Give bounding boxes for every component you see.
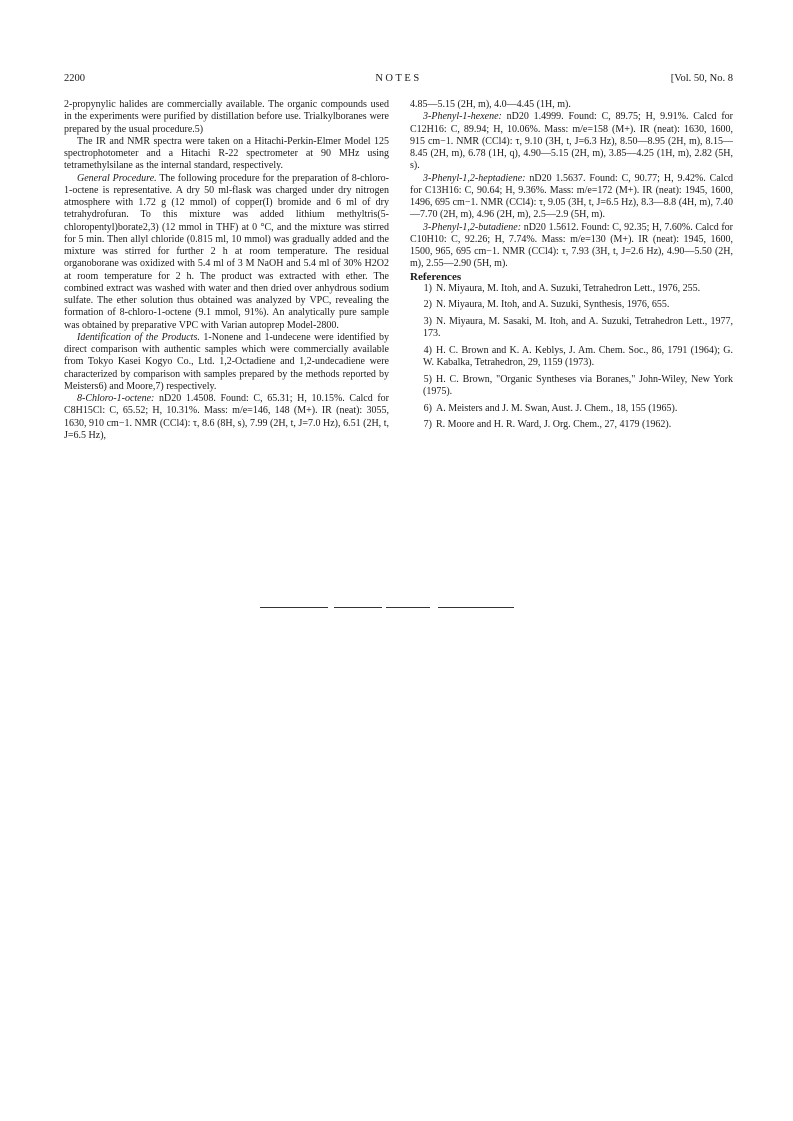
end-rule	[334, 607, 382, 608]
phenylhexene-text: nD20 1.4999. Found: C, 89.75; H, 9.91%. Calcd for C12H16: C, 89.94; H, 10.06%. Mass: m/e=158 (M+). IR (neat): 1630, 1600, 915 cm−1. NMR (CCl4): τ, 9.10 (3H, t, J=6.3 Hz), 8.50—8.95 (2H, m), 8.15—8.45 (2H, m), 6.78 (1H, q), 4.90—5.15 (2H, m), 3.85—4.25 (1H, m), 2.82 (5H, s).	[410, 111, 734, 172]
left-column	[64, 99, 389, 442]
phenylheptadiene-paragraph	[410, 173, 733, 222]
reference-text: N. Miyaura, M. Itoh, and A. Suzuki, Tetrahedron Lett., 1976, 255.	[436, 282, 701, 294]
reference-item	[410, 419, 733, 432]
identification-paragraph	[64, 332, 389, 393]
reference-text: N. Miyaura, M. Sasaki, M. Itoh, and A. Suzuki, Tetrahedron Lett., 1977, 173.	[423, 315, 733, 340]
end-rule	[438, 607, 514, 608]
identification-text: 1-Nonene and 1-undecene were identified by direct comparison with authentic samples which were commercially available from Tokyo Kasei Kogyo Co., Ltd. 1,2-Octadiene and 1,2-undecadiene were characterized by comparison with samples prepared by the methods reported by Meisters6) and Moore,7) respectively.	[64, 331, 390, 392]
end-rule	[386, 607, 430, 608]
phenylheptadiene-label: 3-Phenyl-1,2-heptadiene:	[423, 172, 526, 184]
page-number: 2200	[64, 73, 85, 84]
volume-issue: [Vol. 50, No. 8	[670, 73, 733, 84]
phenylheptadiene-text: nD20 1.5637. Found: C, 90.77; H, 9.42%. Calcd for C13H16: C, 90.64; H, 9.36%. Mass: m/e=172 (M+). IR (neat): 1945, 1600, 1496, 695 cm−1. NMR (CCl4): τ, 9.05 (3H, t, J=6.5 Hz), 8.3—8.8 (4H, m), 7.40—7.70 (2H, m), 4.96 (2H, m), 2.5—2.9 (5H, m).	[410, 172, 734, 221]
reference-number: 2)	[423, 299, 432, 311]
reference-text: H. C. Brown and K. A. Keblys, J. Am. Chem. Soc., 86, 1791 (1964); G. W. Kabalka, Tetrahedron, 29, 1159 (1973).	[423, 344, 733, 369]
reference-item	[410, 345, 733, 370]
phenylhexene-label: 3-Phenyl-1-hexene:	[423, 111, 502, 123]
general-procedure-text: The following procedure for the preparation of 8-chloro-1-octene is representative. A dry 50 ml-flask was charged under dry nitrogen atmosphere with 1.72 g (12 mmol) of copper(I) bromide and 6 ml of dry tetrahydrofuran. To this mixture was added lithium methyltris(5-chloropentyl)borate2,3) (12 mmol in THF) at 0 °C, and the mixture was stirred for 5 min. Then allyl chloride (0.815 ml, 10 mmol) was gradually added and the mixture was stirred for further 2 h at room temperature. The residual organoborane was oxidized with 5.4 ml of 3 M NaOH and 5.4 ml of 30% H2O2 at room temperature for 2 h. The product was extracted with ether. The combined extract was washed with water and then dried over anhydrous sodium sulfate. The ether solution thus obtained was analyzed by VPC, revealing the formation of 8-chloro-1-octene (9.1 mmol, 91%). An analytically pure sample was obtained by preparative VPC with Varian autoprep Model-2800.	[64, 172, 389, 331]
general-procedure-paragraph	[64, 173, 389, 332]
reference-item	[410, 403, 733, 416]
end-rule	[260, 607, 328, 608]
reference-item	[410, 299, 733, 312]
spectra-paragraph: The IR and NMR spectra were taken on a Hitachi-Perkin-Elmer Model 125 spectrophotometer and a Hitachi R-22 spectrometer at 90 MHz using tetramethylsilane as the internal standard, respectively.	[64, 135, 389, 172]
reference-text: A. Meisters and J. M. Swan, Aust. J. Chem., 18, 155 (1965).	[436, 402, 678, 414]
phenylhexene-paragraph	[410, 111, 733, 172]
continued-nmr-line: 4.85—5.15 (2H, m), 4.0—4.45 (1H, m).	[410, 99, 571, 110]
reference-number: 5)	[423, 373, 432, 385]
running-head	[64, 73, 733, 87]
reference-text: H. C. Brown, "Organic Syntheses via Boranes," John-Wiley, New York (1975).	[423, 373, 733, 398]
reference-text: N. Miyaura, M. Itoh, and A. Suzuki, Synthesis, 1976, 655.	[436, 299, 670, 311]
journal-page	[64, 0, 733, 1121]
general-procedure-label: General Procedure.	[77, 172, 157, 184]
intro-paragraph: 2-propynylic halides are commercially available. The organic compounds used in the experiments were purified by distillation before use. Trialkylboranes were prepared by the usual procedure.5)	[64, 99, 389, 135]
section-title: NOTES	[375, 73, 422, 84]
phenylbutadiene-label: 3-Phenyl-1,2-butadiene:	[423, 221, 522, 233]
reference-item	[410, 374, 733, 399]
reference-number: 6)	[423, 402, 432, 414]
chlorooctene-label: 8-Chloro-1-octene:	[77, 393, 155, 404]
reference-item	[410, 283, 733, 296]
reference-text: R. Moore and H. R. Ward, J. Org. Chem., 27, 4179 (1962).	[436, 419, 672, 431]
chlorooctene-text: nD20 1.4508. Found: C, 65.31; H, 10.15%. Calcd for C8H15Cl: C, 65.52; H, 10.31%. Mass: m/e=146, 148 (M+). IR (neat): 3055, 1630, 910 cm−1. NMR (CCl4): τ, 8.6 (8H, s), 7.99 (2H, t, J=7.0 Hz), 6.51 (2H, t, J=6.5 Hz),	[64, 393, 390, 441]
right-column	[410, 99, 733, 436]
reference-item	[410, 316, 733, 341]
identification-label: Identification of the Products.	[77, 331, 200, 343]
reference-number: 7)	[423, 419, 432, 431]
reference-number: 1)	[423, 282, 432, 294]
phenylbutadiene-paragraph	[410, 222, 733, 271]
references-heading: References	[410, 270, 462, 283]
chlorooctene-paragraph	[64, 393, 389, 442]
phenylbutadiene-text: nD20 1.5612. Found: C, 92.35; H, 7.60%. Calcd for C10H10: C, 92.26; H, 7.74%. Mass: m/e=130 (M+). IR (neat): 1945, 1600, 1500, 965, 695 cm−1. NMR (CCl4): τ, 7.93 (3H, t, J=2.6 Hz), 4.90—5.50 (2H, m), 2.55—2.90 (5H, m).	[410, 221, 734, 270]
reference-number: 3)	[423, 315, 432, 327]
reference-number: 4)	[423, 344, 432, 356]
